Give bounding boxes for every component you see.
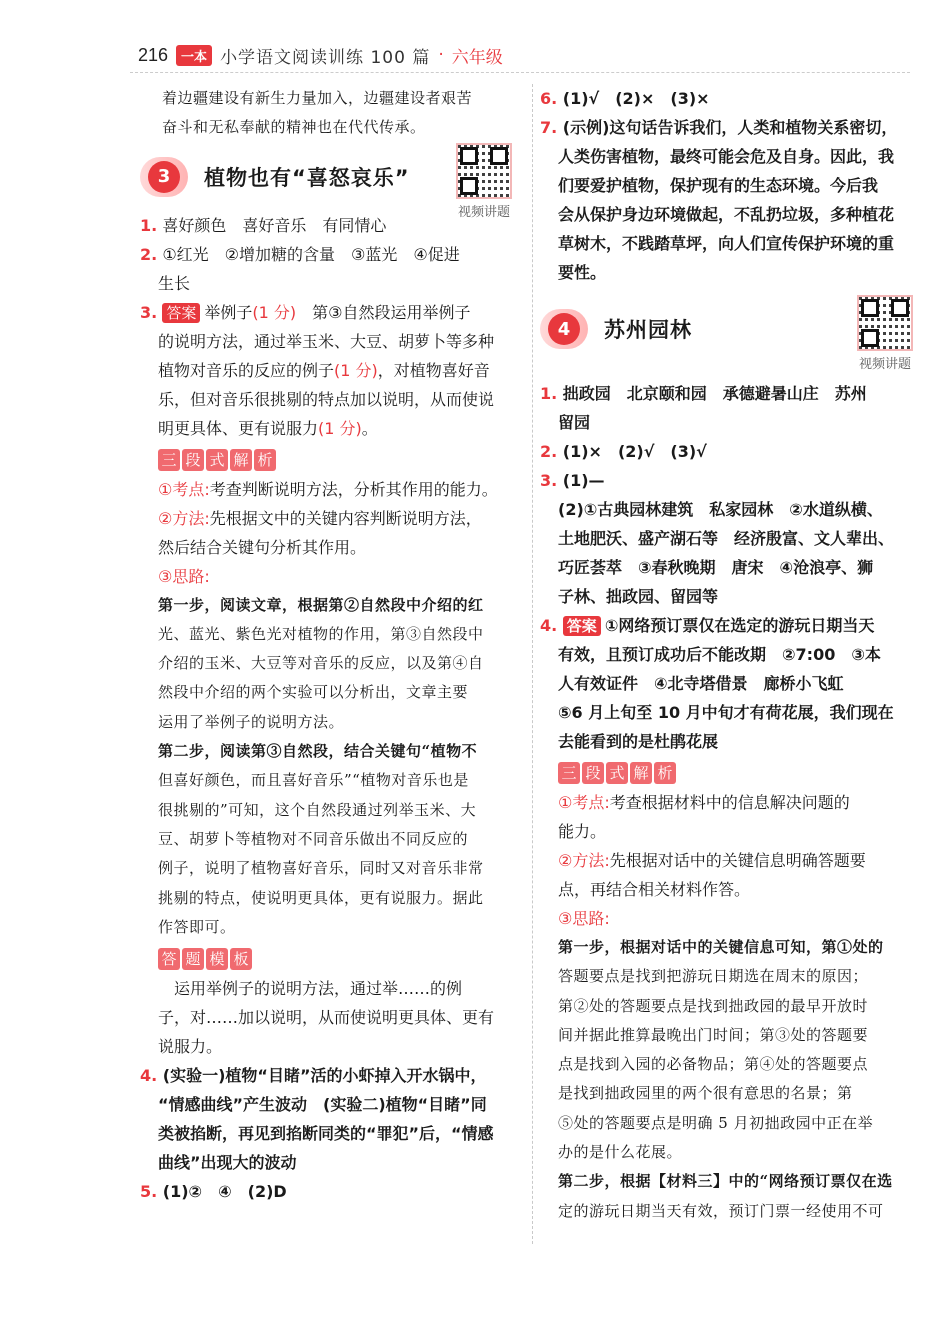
step-line: 光、蓝光、紫色光对植物的作用，第③自然段中 (158, 624, 484, 643)
answer-2-cont: 生长 (158, 273, 191, 293)
intro-line: 着边疆建设有新生力量加入，边疆建设者艰苦 (162, 89, 473, 107)
answer-4-cont: ⑤6 月上旬至 10 月中旬才有荷花展，我们现在 (558, 703, 894, 722)
answer-7-cont: 要性。 (558, 263, 607, 282)
answer-7: 7. (示例)这句话告诉我们，人类和植物关系密切， (540, 118, 898, 137)
answer-3: 3. 答案 举例子(1 分) 第③自然段运用举例子 (140, 302, 471, 322)
answer-tag: 答案 (563, 616, 601, 636)
section-badge (140, 157, 188, 197)
qr-caption: 视频讲题 (858, 357, 911, 372)
analysis-approach-label: ③思路: (158, 566, 210, 586)
step-line: 挑剔的特点，使说明更具体，更有说服力。据此 (158, 888, 484, 907)
answer-4-cont: 曲线”出现大的波动 (158, 1153, 297, 1173)
intro-line: 奋斗和无私奉献的精神也在代代传承。 (162, 118, 426, 137)
step-line: 是找到拙政园里的两个很有意思的名景；第 (558, 1084, 853, 1103)
analysis-method: ②方法:先根据对话中的关键信息明确答题要 (558, 851, 866, 870)
qr-code-icon (456, 143, 512, 199)
step-line: 但喜好颜色，而且喜好音乐”“植物对音乐也是 (158, 771, 469, 790)
grade-label: 六年级 (451, 47, 503, 68)
answer-7-cont: 们要爱护植物，保护现有的生态环境。今后我 (558, 176, 879, 195)
section-title: 植物也有“喜怒哀乐” (204, 165, 410, 190)
step-line: 豆、胡萝卜等植物对不同音乐做出不同反应的 (158, 829, 469, 848)
section-4-header (540, 301, 925, 372)
answer-3-line: 明更具体、更有说服力(1 分)。 (158, 418, 378, 438)
answer-7-cont: 草树木，不践踏草坪，向人们宣传保护环境的重 (558, 234, 895, 253)
answer-4-cont: 类被掐断，再见到掐断同类的“罪犯”后，“情感 (158, 1124, 494, 1144)
template-tag: 答 题 模 板 (140, 948, 252, 970)
analysis-point: ①考点:考查判断说明方法，分析其作用的能力。 (158, 479, 498, 499)
answer-4-cont: 去能看到的是杜鹃花展 (558, 732, 719, 751)
answer-6: 6. (1)√ (2)× (3)× (540, 89, 710, 108)
right-column (540, 84, 925, 1226)
answer-1: 1. 喜好颜色 喜好音乐 有同情心 (140, 215, 387, 235)
answer-7-cont: 会从保护身边环境做起，不乱扔垃圾，多种植花 (558, 205, 895, 224)
video-qr[interactable] (454, 143, 514, 220)
step-line: ⑤处的答题要点是明确 5 月初拙政园中正在举 (558, 1113, 874, 1132)
answer-4-cont: 有效，且预订成功后不能改期 ②7:00 ③本 (558, 645, 881, 664)
analysis-point-cont: 能力。 (558, 822, 607, 841)
step-line: 很挑剔的”可知，这个自然段通过列举玉米、大 (158, 800, 477, 819)
step-line: 例子，说明了植物喜好音乐，同时又对音乐非常 (158, 859, 484, 878)
answer-7-cont: 人类伤害植物，最终可能会危及自身。因此，我 (558, 147, 895, 166)
answer-3-line: 的说明方法，通过举玉米、大豆、胡萝卜等多种 (158, 331, 495, 351)
answer-4: 4. 答案 ①网络预订票仅在选定的游玩日期当天 (540, 616, 875, 635)
answer-3-cont: 子林、拙政园、留园等 (558, 587, 719, 606)
step-line: 定的游玩日期当天有效，预订门票一经使用不可 (558, 1201, 884, 1220)
step-line: 第一步，阅读文章，根据第②自然段中介绍的红 (158, 595, 484, 614)
step-line: 第②处的答题要点是找到拙政园的最早开放时 (558, 996, 869, 1015)
analysis-tag: 三 段 式 解 析 (540, 762, 676, 784)
step-line: 作答即可。 (158, 917, 236, 936)
analysis-method-cont: 点，再结合相关材料作答。 (558, 880, 751, 899)
section-title: 苏州园林 (604, 318, 692, 342)
analysis-method: ②方法:先根据文中的关键内容判断说明方法， (158, 508, 482, 528)
grade-separator: · (438, 45, 444, 65)
column-divider (532, 84, 533, 1244)
step-line: 第二步，阅读第③自然段，结合关键句“植物不 (158, 742, 478, 761)
section-number: 4 (548, 313, 580, 345)
answer-1-cont: 留园 (558, 413, 591, 432)
answer-5: 5. (1)② ④ (2)D (140, 1182, 287, 1202)
template-line: 运用举例子的说明方法，通过举……的例 (158, 979, 463, 999)
answer-4-cont: 人有效证件 ④北寺塔借景 廊桥小飞虹 (558, 674, 844, 693)
qr-code-icon (857, 295, 913, 351)
answer-3: 3. (1)— (540, 471, 605, 490)
answer-2: 2. (1)× (2)√ (3)√ (540, 442, 707, 461)
header-rule (130, 72, 910, 73)
answer-4-cont: “情感曲线”产生波动 (实验二)植物“目睹”同 (158, 1095, 487, 1115)
step-line: 运用了举例子的说明方法。 (158, 712, 345, 731)
step-line: 第二步，根据【材料三】中的“网络预订票仅在选 (558, 1172, 893, 1191)
step-line: 答题要点是找到把游玩日期选在周末的原因； (558, 967, 869, 986)
video-qr[interactable] (855, 295, 915, 372)
step-line: 然段中介绍的两个实验可以分析出，文章主要 (158, 683, 469, 702)
answer-2: 2. ①红光 ②增加糖的含量 ③蓝光 ④促进 (140, 244, 460, 264)
answer-1: 1. 拙政园 北京颐和园 承德避暑山庄 苏州 (540, 384, 867, 403)
step-line: 间并据此推算最晚出门时间；第③处的答题要 (558, 1025, 869, 1044)
book-title: 小学语文阅读训练 100 篇 (220, 47, 431, 68)
step-line: 点是找到入园的必备物品；第④处的答题要点 (558, 1055, 869, 1074)
answer-3-cont: 土地肥沃、盛产湖石等 经济殷富、文人辈出、 (558, 529, 895, 548)
answer-3-line: 植物对音乐的反应的例子(1 分)，对植物喜好音 (158, 360, 490, 380)
template-line: 子，对……加以说明，从而使说明更具体、更有 (158, 1008, 495, 1028)
answer-3-cont: 巧匠荟萃 ③春秋晚期 唐宋 ④沧浪亭、狮 (558, 558, 874, 577)
step-line: 第一步，根据对话中的关键信息可知，第①处的 (558, 938, 884, 956)
qr-caption: 视频讲题 (457, 204, 510, 220)
answer-4: 4. (实验一)植物“目睹”活的小虾掉入开水锅中， (140, 1066, 487, 1086)
section-3-header (140, 149, 524, 220)
analysis-method-cont: 然后结合关键句分析其作用。 (158, 537, 367, 557)
analysis-approach-label: ③思路: (558, 909, 610, 928)
answer-3-line: 乐，但对音乐很挑剔的特点加以说明，从而使说 (158, 389, 495, 409)
brand-badge: 一本 (176, 45, 212, 66)
page-number: 216 (138, 44, 169, 65)
step-line: 介绍的玉米、大豆等对音乐的反应，以及第④自 (158, 654, 484, 673)
template-line: 说服力。 (158, 1037, 223, 1057)
analysis-tag: 三 段 式 解 析 (140, 449, 276, 471)
step-line: 办的是什么花展。 (558, 1143, 683, 1162)
answer-3-cont: (2)①古典园林建筑 私家园林 ②水道纵横、 (558, 500, 883, 519)
section-badge (540, 309, 588, 349)
page-header (138, 44, 503, 66)
answer-tag: 答案 (162, 303, 200, 323)
analysis-point: ①考点:考查根据材料中的信息解决问题的 (558, 793, 850, 812)
left-column (140, 84, 524, 1206)
section-number: 3 (148, 161, 180, 193)
